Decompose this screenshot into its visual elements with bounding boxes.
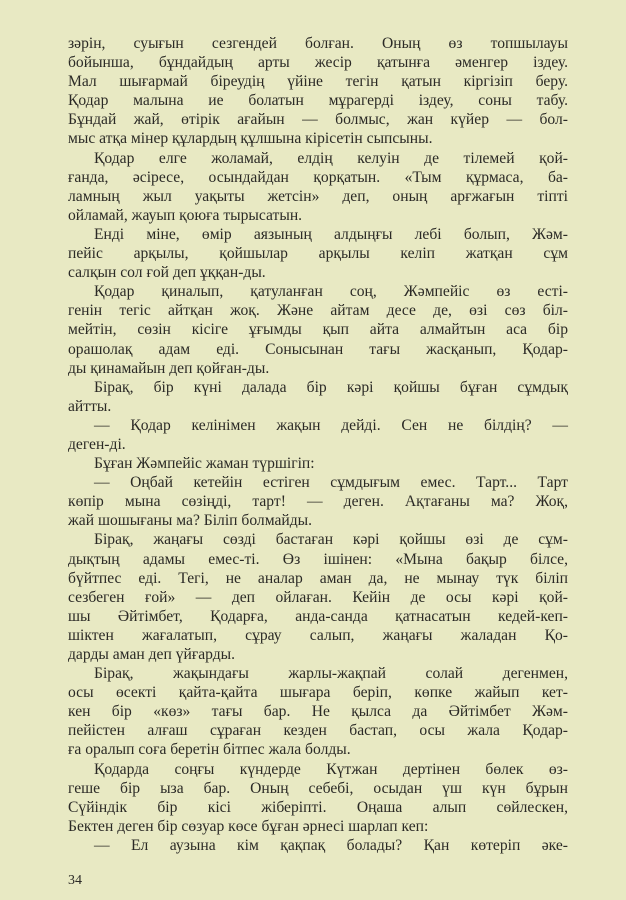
text-line: Енді міне, өмір аязының алдыңғы лебі болып, Жәм- [94,225,568,243]
paragraph [68,664,568,759]
text-line: жай шошығаны ма? Біліп болмайды. [68,512,313,530]
text-line: көпір мына сөзіңді, тарт! — деген. Ақтағаны ма? Жоқ, [68,493,568,511]
paragraph [68,282,568,377]
text-line: Бұған Жәмпейіс жаман түршігіп: [94,455,315,473]
text-line: ға оралып соға беретін бітпес жала болды. [68,741,351,759]
text-line: бойынша, бұндайдың арты жесір қатынға әменгер іздеу. [68,54,568,72]
text-line: ойламай, жауып қоюға тырысатын. [68,206,303,224]
text-line: Бірақ, жаңағы сөзді бастаған кәрі қойшы өзі де сұм- [94,531,568,549]
text-line: сезбеген ғой» — деп ойлаған. Кейін де осы кәрі қой- [68,588,568,606]
text-line: салқын сол ғой деп ұққан-ды. [68,264,266,282]
text-line: ламның жыл уақыты жетсін» деп, оның арғжағын тіпті [68,187,568,205]
text-line: ғанда, әсіресе, осындайдан қорқатын. «Тым құрмаса, ба- [68,168,568,186]
page-number: 34 [68,873,82,888]
text-line: мыс атқа мінер құлардың құлшына кірісетін сыпсыны. [68,130,433,148]
text-line: Бұндай жай, өтірік ағайын — болмыс, жан күйер — бол- [68,111,568,129]
text-line: дықтың адамы емес-ті. Өз ішінен: «Мына бақыр білсе, [68,550,568,568]
paragraph [68,149,568,225]
paragraph [68,760,568,836]
text-line: генін тегіс айтқан жоқ. Және айтам десе де, өзі сөз біл- [68,302,568,320]
text-line: осы өсекті қайта-қайта шығара беріп, көпке жайып кет- [68,684,568,702]
text-line: Бектен деген бір сөзуар көсе бұған әрнесі шарлап кеп: [68,817,429,835]
text-line: пейіс арқылы, қойшылар арқылы келіп жатқан сұм [68,245,568,263]
paragraph [68,836,568,855]
paragraph [68,530,568,664]
text-line: — Қодар келінімен жақын дейді. Сен не білдің? — [94,416,568,434]
text-line: пейістен алғаш сұраған кезден бастап, осы жала Қодар- [68,722,568,740]
text-line: Қодар малына ие болатын мұрагерді іздеу, соны табу. [68,92,568,110]
text-line: дарды аман деп үйғарды. [68,646,236,663]
text-line: Қодарда соңғы күндерде Күтжан дертінен бөлек өз- [94,760,568,778]
text-line: деген-ді. [68,435,126,453]
text-line: мейтін, сөзін кісіге ұғымды қып айта алмайтын аса бір [68,321,568,339]
text-line: кен бір «көз» тағы бар. Не қылса да Әйтімбет Жәм- [68,703,568,721]
paragraph [68,225,568,282]
text-line: Бірақ, бір күні далада бір кәрі қойшы бұған сұмдық [94,378,568,396]
text-line: ды қинамайын деп қойған-ды. [68,359,270,377]
page-body-text [68,34,568,855]
text-line: геше бір ыза бар. Оның себебі, осыдан үш күн бұрын [68,779,568,797]
text-line: Қодар елге жоламай, елдің келуін де тілемей қой- [94,149,568,167]
text-line: орашолақ адам еді. Сонысынан тағы жасқанып, Қодар- [68,340,568,358]
text-line: айтты. [68,397,112,415]
text-line: зәрін, суығын сезгендей болған. Оның өз топшылауы [68,35,568,52]
text-line: бүйтпес еді. Тегі, не аналар аман да, не мынау түк біліп [68,569,568,587]
paragraph [68,454,568,473]
text-line: Бірақ, жақындағы жарлы-жақпай солай дегенмен, [94,665,568,683]
text-line: Сүйіндік бір кісі жіберіпті. Оңаша алып сөйлескен, [68,798,568,816]
text-line: — Ел аузына кім қақпақ болады? Қан көтеріп әке- [94,836,568,854]
text-line: шіктен жағалатып, сұрау салып, жаңағы жаладан Қо- [68,626,568,644]
paragraph [68,34,568,149]
paragraph [68,378,568,416]
text-line: Мал шығармай біреудің үйіне тегін қатын кіргізіп беру. [68,73,568,91]
text-line: шы Әйтімбет, Қодарға, анда-санда қатнасатын кедей-кеп- [68,607,568,625]
paragraph [68,473,568,530]
text-line: — Оңбай кетейін естіген сұмдығым емес. Тарт... Тарт [94,474,568,492]
paragraph [68,416,568,454]
text-line: Қодар қиналып, қатуланған соң, Жәмпейіс өз есті- [94,283,568,301]
